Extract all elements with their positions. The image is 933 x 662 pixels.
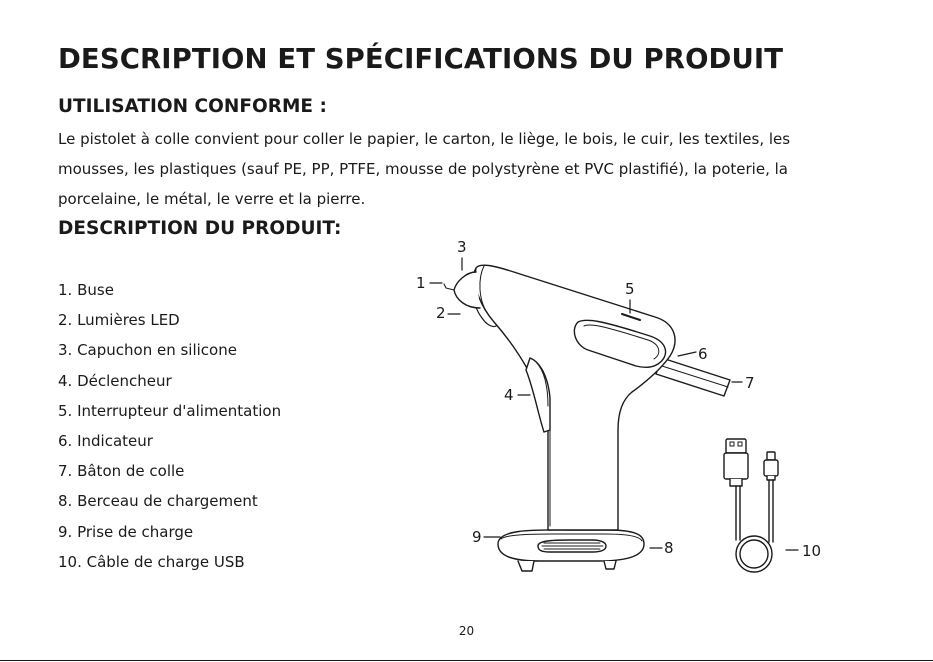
callout-10: 10 <box>802 542 822 560</box>
parts-list <box>58 275 281 577</box>
part-item-3: 3. Capuchon en silicone <box>58 341 237 360</box>
page-number: 20 <box>458 624 475 638</box>
callout-5: 5 <box>625 280 635 298</box>
part-item-4: 4. Déclencheur <box>58 371 172 390</box>
callout-3: 3 <box>457 238 467 256</box>
callout-6: 6 <box>698 345 708 363</box>
part-item-7: 7. Bâton de colle <box>58 462 185 481</box>
usb-cable-drawing <box>724 439 778 572</box>
part-item-10: 10. Câble de charge USB <box>58 552 245 571</box>
footer-rule <box>0 660 933 661</box>
usage-paragraph <box>58 124 888 214</box>
part-item-9: 9. Prise de charge <box>58 522 194 541</box>
charging-cradle-drawing <box>498 528 644 571</box>
usage-heading: UTILISATION CONFORME : <box>58 96 327 117</box>
part-item-1: 1. Buse <box>58 281 114 299</box>
callout-4: 4 <box>504 386 514 404</box>
callout-1: 1 <box>416 274 426 292</box>
part-item-2: 2. Lumières LED <box>58 311 180 330</box>
glue-gun-drawing <box>444 265 675 530</box>
usage-line-1: Le pistolet à colle convient pour coller le papier, le carton, le liège, le bois, le cuir, les textiles, les <box>58 130 791 148</box>
part-item-6: 6. Indicateur <box>58 432 153 451</box>
page-title: DESCRIPTION ET SPÉCIFICATIONS DU PRODUIT <box>58 43 784 75</box>
callout-7: 7 <box>745 374 755 392</box>
usage-line-2: mousses, les plastiques (sauf PE, PP, PTFE, mousse de polystyrène et PVC plastifié), la poterie, la <box>58 160 788 178</box>
usage-line-3: porcelaine, le métal, le verre et la pierre. <box>58 190 366 208</box>
callout-8: 8 <box>664 539 674 557</box>
part-item-5: 5. Interrupteur d'alimentation <box>58 401 282 420</box>
callout-9: 9 <box>472 528 482 546</box>
part-item-8: 8. Berceau de chargement <box>58 492 258 511</box>
callout-2: 2 <box>436 304 446 322</box>
glue-stick-drawing <box>656 358 730 396</box>
product-diagram <box>400 230 860 590</box>
description-heading: DESCRIPTION DU PRODUIT: <box>58 218 342 239</box>
